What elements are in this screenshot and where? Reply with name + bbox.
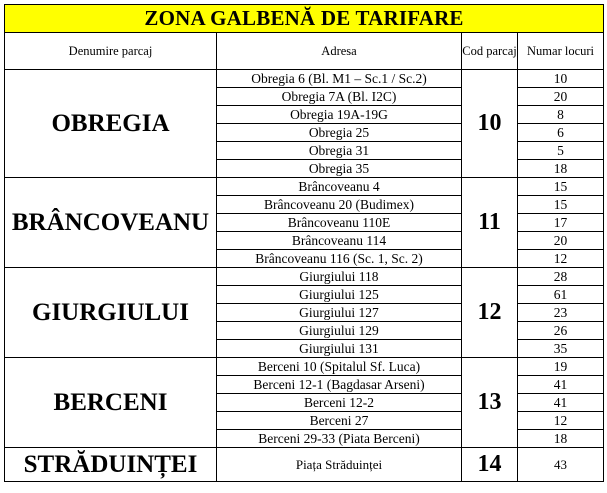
address-cell: Giurgiului 127	[217, 304, 462, 322]
table-row	[5, 70, 604, 88]
address-cell: Giurgiului 129	[217, 322, 462, 340]
places-cell: 15	[518, 178, 604, 196]
header-address: Adresa	[217, 33, 462, 70]
zone-code-brancoveanu: 11	[462, 178, 518, 268]
places-cell: 17	[518, 214, 604, 232]
places-cell: 41	[518, 394, 604, 412]
header-code: Cod parcaj	[462, 33, 518, 70]
places-cell: 20	[518, 88, 604, 106]
zone-name-straduintei: STRĂDUINȚEI	[5, 448, 217, 482]
table-row	[5, 178, 604, 196]
address-cell: Obregia 35	[217, 160, 462, 178]
header-row	[5, 33, 604, 70]
address-cell: Obregia 25	[217, 124, 462, 142]
zone-name-berceni: BERCENI	[5, 358, 217, 448]
table-body	[5, 70, 604, 482]
zone-code-obregia: 10	[462, 70, 518, 178]
places-cell: 18	[518, 430, 604, 448]
address-cell: Brâncoveanu 116 (Sc. 1, Sc. 2)	[217, 250, 462, 268]
address-cell: Brâncoveanu 114	[217, 232, 462, 250]
address-cell: Berceni 27	[217, 412, 462, 430]
header-places: Numar locuri	[518, 33, 604, 70]
places-cell: 15	[518, 196, 604, 214]
address-cell: Giurgiului 131	[217, 340, 462, 358]
zone-code-berceni: 13	[462, 358, 518, 448]
table-row	[5, 448, 604, 482]
address-cell: Berceni 12-1 (Bagdasar Arseni)	[217, 376, 462, 394]
address-cell: Giurgiului 125	[217, 286, 462, 304]
address-cell: Giurgiului 118	[217, 268, 462, 286]
tariff-table	[4, 4, 604, 482]
header-name: Denumire parcaj	[5, 33, 217, 70]
places-cell: 8	[518, 106, 604, 124]
places-cell: 26	[518, 322, 604, 340]
address-cell: Berceni 10 (Spitalul Sf. Luca)	[217, 358, 462, 376]
zone-code-giurgiului: 12	[462, 268, 518, 358]
table-row	[5, 358, 604, 376]
places-cell: 41	[518, 376, 604, 394]
places-cell: 10	[518, 70, 604, 88]
places-cell: 12	[518, 412, 604, 430]
places-cell: 28	[518, 268, 604, 286]
address-cell: Berceni 12-2	[217, 394, 462, 412]
places-cell: 5	[518, 142, 604, 160]
address-cell: Obregia 19A-19G	[217, 106, 462, 124]
address-cell: Brâncoveanu 4	[217, 178, 462, 196]
places-cell: 20	[518, 232, 604, 250]
places-cell: 61	[518, 286, 604, 304]
zone-code-straduintei: 14	[462, 448, 518, 482]
zone-name-brancoveanu: BRÂNCOVEANU	[5, 178, 217, 268]
places-cell: 12	[518, 250, 604, 268]
zone-name-giurgiului: GIURGIULUI	[5, 268, 217, 358]
places-cell: 6	[518, 124, 604, 142]
title-row	[5, 5, 604, 33]
places-cell: 18	[518, 160, 604, 178]
places-cell: 43	[518, 448, 604, 482]
places-cell: 23	[518, 304, 604, 322]
address-cell: Obregia 6 (Bl. M1 – Sc.1 / Sc.2)	[217, 70, 462, 88]
places-cell: 35	[518, 340, 604, 358]
address-cell: Obregia 31	[217, 142, 462, 160]
address-cell: Piața Străduinței	[217, 448, 462, 482]
table-title: ZONA GALBENĂ DE TARIFARE	[5, 5, 604, 33]
address-cell: Berceni 29-33 (Piata Berceni)	[217, 430, 462, 448]
address-cell: Brâncoveanu 110E	[217, 214, 462, 232]
table-row	[5, 268, 604, 286]
zone-name-obregia: OBREGIA	[5, 70, 217, 178]
places-cell: 19	[518, 358, 604, 376]
address-cell: Brâncoveanu 20 (Budimex)	[217, 196, 462, 214]
tariff-zone-document	[4, 4, 603, 482]
address-cell: Obregia 7A (Bl. I2C)	[217, 88, 462, 106]
